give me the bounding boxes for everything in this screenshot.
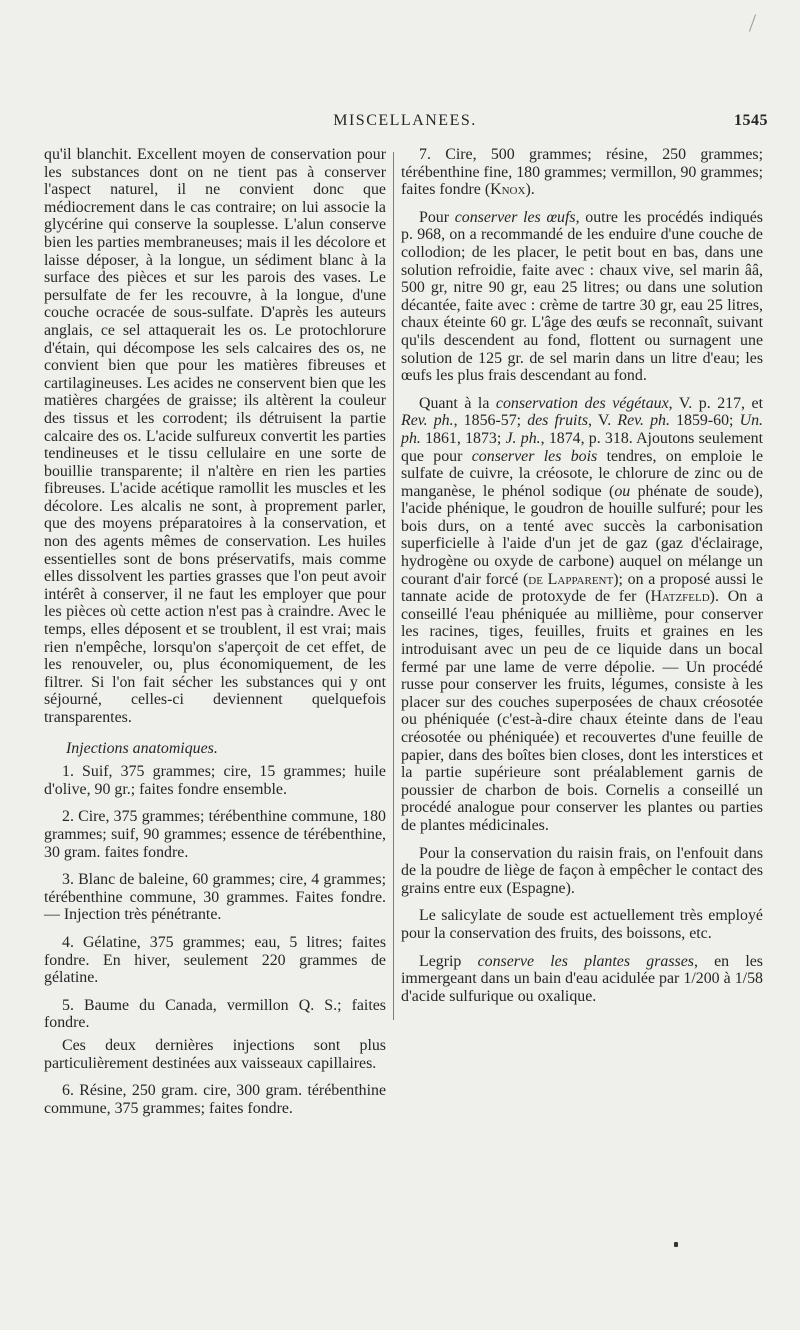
recipe-5: 5. Baume du Canada, vermillon Q. S.; faites fondre. — [44, 996, 386, 1032]
paragraph-preservation: qu'il blanchit. Excellent moyen de conservation pour les substances dont on ne tient pas à conserver l'aspect naturel, il ne convient donc que médiocrement dans le cas contraire; on lui associe la glycérine qui conserve la souplesse. L'alun conserve bien les parties membraneuses; mais il les décolore et laisse déposer, à la longue, un sédiment blanc à la surface des pièces et sur les parois des vases. Le persulfate de fer les recouvre, à la longue, d'une couche ocracée de sous-sulfate. D'après les auteurs anglais, ce sel attaquerait les os. Le protochlorure d'étain, qui décompose les sels calcaires des os, ne convient bien que pour les matières fibreuses et cartilagineuses. Les acides ne conservent bien que les matières chargées de graisse; ils altèrent la couleur des tissus et les corrodent; ils détruisent la partie calcaire des os. L'acide sulfureux convertit les parties tendineuses et le tissu cellulaire en une sorte de bouillie transparente; il n'altère en rien les parties fibreuses. L'acide acétique ramollit les muscles et les décolore. Les alcalis ne sont, à proprement parler, que des moyens préparatoires à la conservation, et non des agents mêmes de conservation. Les huiles essentielles sont de bons préservatifs, mais comme elles dissolvent les parties grasses que l'on peut avoir intérêt à conserver, il ne faut les employer que pour les pièces où cette action n'est pas à craindre. Avec le temps, elles déposent et se troublent, il est vrai; mais rien n'empêche, lorsqu'on s'aperçoit de cet effet, de les renouveler, ou, plus économiquement, de les filtrer. Si l'on fait sécher les substances qui y ont séjourné, celles-ci deviennent quelquefois transparentes. — [44, 146, 386, 726]
recipe-1: 1. Suif, 375 grammes; cire, 15 grammes; huile d'olive, 90 gr.; faites fondre ensemble. — [44, 763, 386, 798]
recipe-7: 7. Cire, 500 grammes; résine, 250 grammes; térébenthine fine, 180 grammes; vermillon, 90 grammes; faites fondre (Knox). — [401, 146, 763, 199]
page-header — [40, 112, 770, 136]
running-title: MISCELLANEES. — [333, 112, 477, 129]
recipe-3: 3. Blanc de baleine, 60 grammes; cire, 4 grammes; térébenthine commune, 30 grammes. Faites fondre. — Injection très pénétrante. — [44, 871, 386, 924]
column-divider — [393, 152, 394, 1020]
page-number: 1545 — [734, 112, 768, 129]
section-heading-injections: Injections anatomiques. — [66, 739, 218, 757]
recipe-4: 4. Gélatine, 375 grammes; eau, 5 litres; faites fondre. En hiver, seulement 220 grammes de gélatine. — [44, 933, 386, 987]
recipe-6: 6. Résine, 250 gram. cire, 300 gram. térébenthine commune, 375 grammes; faites fondre. — [44, 1082, 386, 1117]
author-de-lapparent: de Lapparent — [528, 570, 614, 588]
left-column — [44, 146, 386, 1117]
paragraph-vegetables: Quant à la conservation des végétaux, V. p. 217, et Rev. ph., 1856-57; des fruits, V. Rev. ph. 1859-60; Un. ph. 1861, 1873; J. ph., 1874, p. 318. Ajoutons seulement que pour conserver les bois tendres, on emploie le sulfate de cuivre, la créosote, le chlorure de zinc ou de manganèse, le phénol sodique (ou phénate de soude), l'acide phénique, le goudron de houille sulfuré; pour les bois durs, on a tenté avec succès la carbonisation superficielle à l'aide d'un jet de gaz (gaz d'éclairage, hydrogène ou oxyde de carbone) auquel on mélange un courant d'air forcé (de Lapparent); on a proposé aussi le tannate acide de protoxyde de fer (Hatzfeld). On a conseillé l'eau phéniquée au millième, pour conserver les racines, tiges, feuilles, fruits et graines en les introduisant avec un peu de ce liquide dans un bocal fermé par une lame de verre dépolie. — Un procédé russe pour conserver les fruits, légumes, consiste à les placer sur des couches superposées de chaux créosotée ou phéniquée (c'est-à-dire chaux éteinte dans de l'eau créosotée ou phéniquée) et recouvertes d'une feuille de papier, dans des boîtes bien closes, dont les interstices et la partie supérieure sont préalablement garnis de poussier de charbon de bois. Cornelis a conseillé un procédé analogue pour conserver les plantes ou parties de plantes médicinales. — [401, 394, 764, 834]
paragraph-grapes: Pour la conservation du raisin frais, on l'enfouit dans de la poudre de liège de façon à empêcher le contact des grains entre eux (Espagne). — [401, 844, 763, 897]
paragraph-salicylate: Le salicylate de soude est actuellement très employé pour la conservation des fruits, des boissons, etc. — [401, 907, 763, 942]
author-hatzfeld: Hatzfeld — [650, 588, 710, 606]
author-knox: Knox — [490, 181, 526, 199]
right-column — [401, 146, 763, 1005]
paragraph-legrip: Legrip conserve les plantes grasses, en les immergeant dans un bain d'eau acidulée par 1/200 à 1/58 d'acide sulfurique ou oxalique. — [401, 952, 763, 1005]
scan-mark — [674, 1242, 678, 1247]
paragraph-eggs: Pour conserver les œufs, outre les procédés indiqués p. 968, on a recommandé de les enduire d'une couche de collodion; de les placer, le petit bout en bas, dans une solution refroidie, faite avec : chaux vive, sel marin ââ, 500 gr, nitre 90 gr, eau 25 litres; ou dans une solution décantée, faite avec : crème de tartre 30 gr, eau 25 litres, chaux éteinte 60 gr. L'âge des œufs se reconnaît, suivant qu'ils descendent au fond, flottent ou surnagent une solution de 125 gr. de sel marin dans un litre d'eau; les œufs les plus frais descendant au fond. — [401, 208, 763, 385]
scan-mark — [749, 14, 756, 31]
paragraph-capillaries: Ces deux dernières injections sont plus particulièrement destinées aux vaisseaux capillaires. — [44, 1036, 386, 1072]
recipe-2: 2. Cire, 375 grammes; térébenthine commune, 180 grammes; suif, 90 grammes; essence de térébenthine, 30 gram. faites fondre. — [44, 808, 386, 861]
